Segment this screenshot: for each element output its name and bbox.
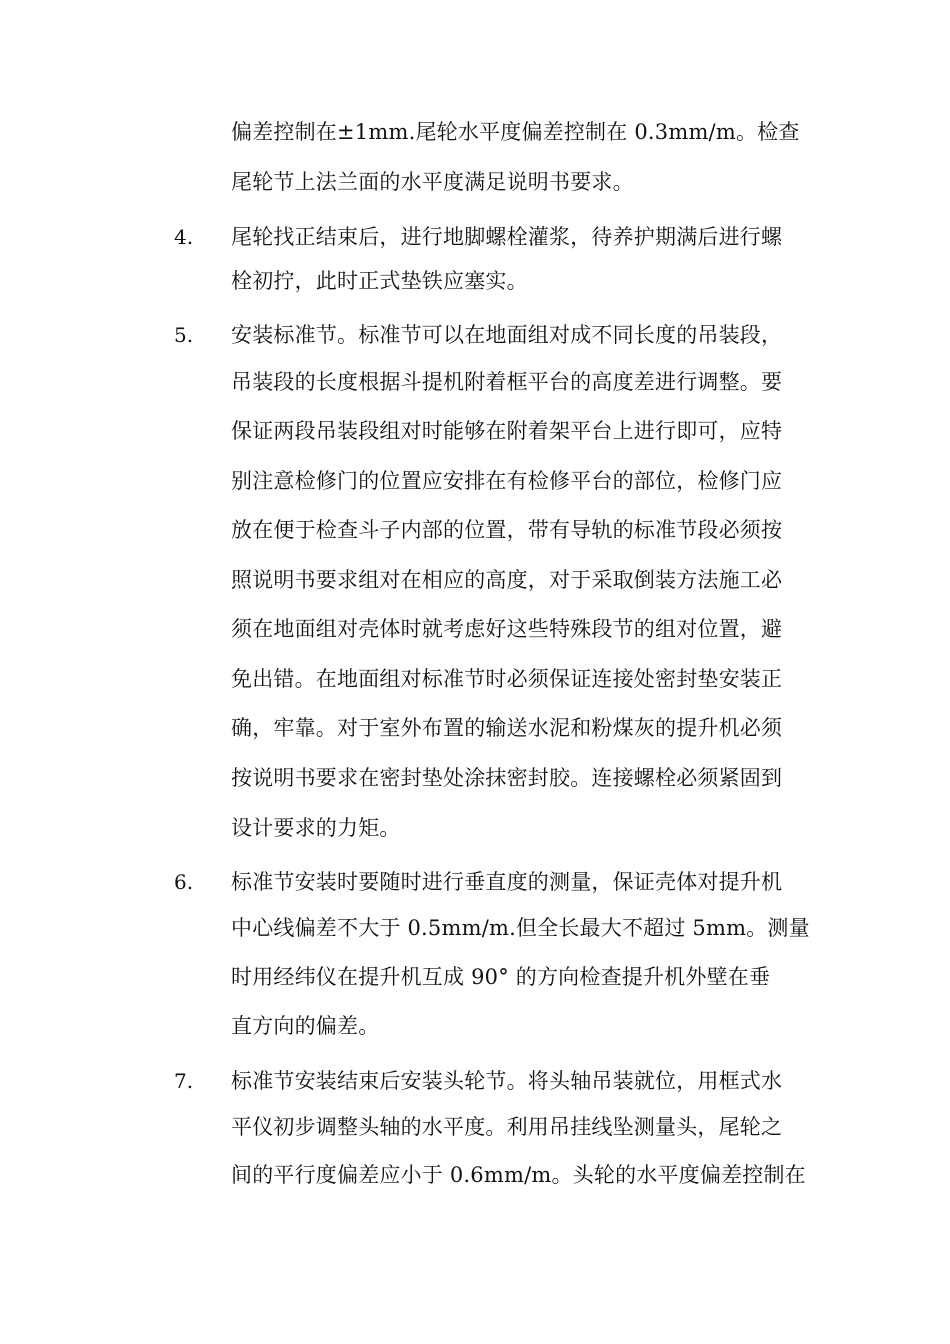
item-line: 平仪初步调整头轴的水平度。利用吊挂线坠测量头，尾轮之	[231, 1115, 783, 1139]
item-line: 设计要求的力矩。	[231, 816, 401, 840]
item-line: 别注意检修门的位置应安排在有检修平台的部位，检修门应	[231, 469, 783, 493]
item-line: 保证两段吊装段组对时能够在附着架平台上进行即可，应特	[231, 419, 783, 443]
item-line: 按说明书要求在密封垫处涂抹密封胶。连接螺栓必须紧固到	[231, 766, 783, 790]
item-line: 确，牢靠。对于室外布置的输送水泥和粉煤灰的提升机必须	[231, 716, 783, 740]
item-line: 时用经纬仪在提升机互成 90° 的方向检查提升机外壁在垂	[231, 965, 771, 989]
item-line: 中心线偏差不大于 0.5mm/m.但全长最大不超过 5mm。测量	[231, 916, 810, 940]
item-number: 6.	[174, 870, 194, 894]
item-line: 尾轮找正结束后，进行地脚螺栓灌浆，待养护期满后进行螺	[231, 225, 783, 249]
item-line: 标准节安装时要随时进行垂直度的测量，保证壳体对提升机	[231, 870, 783, 894]
item-line: 安装标准节。标准节可以在地面组对成不同长度的吊装段，	[231, 323, 783, 347]
item-line: 免出错。在地面组对标准节时必须保证连接处密封垫安装正	[231, 667, 783, 691]
item-number: 4.	[174, 225, 194, 249]
item-number: 7.	[174, 1069, 194, 1093]
intro-line: 尾轮节上法兰面的水平度满足说明书要求。	[231, 170, 634, 194]
item-line: 间的平行度偏差应小于 0.6mm/m。头轮的水平度偏差控制在	[231, 1163, 806, 1187]
item-line: 照说明书要求组对在相应的高度，对于采取倒装方法施工必	[231, 568, 783, 592]
item-number: 5.	[174, 323, 194, 347]
intro-line: 偏差控制在±1mm.尾轮水平度偏差控制在 0.3mm/m。检查	[231, 120, 800, 144]
item-line: 吊装段的长度根据斗提机附着框平台的高度差进行调整。要	[231, 370, 783, 394]
item-line: 放在便于检查斗子内部的位置，带有导轨的标准节段必须按	[231, 518, 783, 542]
item-line: 直方向的偏差。	[231, 1014, 380, 1038]
item-line: 栓初拧，此时正式垫铁应塞实。	[231, 269, 528, 293]
item-line: 标准节安装结束后安装头轮节。将头轴吊装就位，用框式水	[231, 1069, 783, 1093]
item-line: 须在地面组对壳体时就考虑好这些特殊段节的组对位置，避	[231, 617, 783, 641]
